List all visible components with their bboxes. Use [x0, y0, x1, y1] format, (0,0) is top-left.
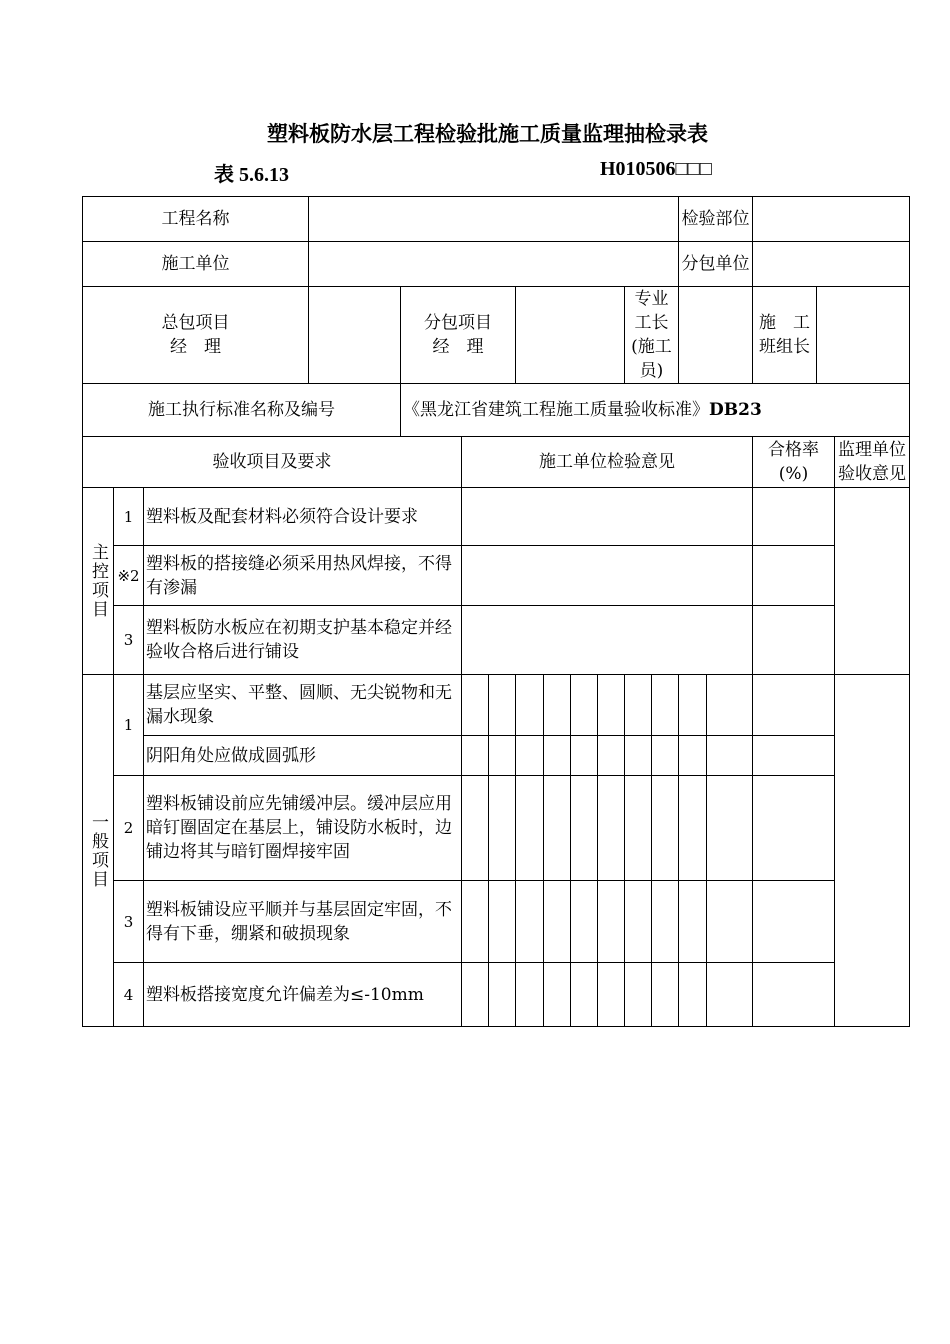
check-cell[interactable]: [598, 675, 625, 736]
general-item-text: 塑料板铺设前应先铺缓冲层。缓冲层应用暗钉圈固定在基层上，铺设防水板时，边铺边将其与暗钉圈焊接牢固: [144, 776, 462, 881]
check-cell[interactable]: [707, 675, 753, 736]
sub-pm-label: [401, 287, 516, 384]
form-title: 塑料板防水层工程检验批施工质量监理抽检录表: [267, 122, 708, 146]
inspection-form-table: [82, 196, 910, 1027]
gc-pm-label-line2: 经 理: [170, 337, 221, 357]
check-cell[interactable]: [679, 881, 707, 963]
check-cell[interactable]: [516, 776, 544, 881]
check-cell[interactable]: [544, 776, 571, 881]
standard-value: [401, 384, 910, 437]
check-cell[interactable]: [652, 881, 679, 963]
check-cell[interactable]: [462, 675, 489, 736]
check-cell[interactable]: [652, 675, 679, 736]
inspect-part-label: 检验部位: [679, 197, 753, 242]
construction-unit-label: 施工单位: [83, 242, 309, 287]
col-opinion-header: 施工单位检验意见: [462, 437, 753, 488]
inspect-part-field[interactable]: [753, 197, 910, 242]
check-cell[interactable]: [652, 736, 679, 776]
general-item-number: 2: [114, 776, 144, 881]
main-item-rate[interactable]: [753, 606, 835, 675]
row-column-headers: [83, 437, 910, 488]
check-cell[interactable]: [679, 675, 707, 736]
check-cell[interactable]: [489, 675, 516, 736]
main-item-rate[interactable]: [753, 546, 835, 606]
project-name-field[interactable]: [309, 197, 679, 242]
general-item-number: 4: [114, 963, 144, 1027]
main-control-row: [83, 606, 910, 675]
table-number: 表 5.6.13: [214, 164, 289, 186]
sub-pm-label-line1: 分包项目: [424, 313, 492, 333]
check-cell[interactable]: [679, 736, 707, 776]
main-control-row: [83, 488, 910, 546]
check-cell[interactable]: [625, 881, 652, 963]
check-cell[interactable]: [625, 776, 652, 881]
check-cell[interactable]: [516, 963, 544, 1027]
project-name-label: 工程名称: [83, 197, 309, 242]
check-cell[interactable]: [516, 736, 544, 776]
main-item-opinion[interactable]: [462, 546, 753, 606]
main-item-text: 塑料板的搭接缝必须采用热风焊接，不得有渗漏: [144, 546, 462, 606]
col-rate-header-line1: 合格率: [768, 440, 820, 460]
general-label: 一般项目: [83, 675, 114, 1027]
general-row: [83, 881, 910, 963]
general-item-text: 塑料板搭接宽度允许偏差为≤-10mm: [144, 963, 462, 1027]
col-rate-header-line2: (%): [778, 464, 809, 484]
check-cell[interactable]: [625, 963, 652, 1027]
check-cell[interactable]: [707, 736, 753, 776]
check-cell[interactable]: [571, 736, 598, 776]
check-cell[interactable]: [489, 963, 516, 1027]
check-cell[interactable]: [489, 736, 516, 776]
foreman-label: [625, 287, 679, 384]
sub-pm-label-line2: 经 理: [432, 337, 484, 357]
main-item-number: 1: [114, 488, 144, 546]
check-cell[interactable]: [652, 963, 679, 1027]
team-leader-field[interactable]: [817, 287, 910, 384]
row-managers: [83, 287, 910, 384]
check-cell[interactable]: [707, 881, 753, 963]
check-cell[interactable]: [544, 963, 571, 1027]
gc-pm-field[interactable]: [309, 287, 401, 384]
main-item-text: 塑料板防水板应在初期支护基本稳定并经验收合格后进行铺设: [144, 606, 462, 675]
foreman-label-line2: (施工员): [631, 337, 672, 381]
check-cell[interactable]: [598, 776, 625, 881]
sub-unit-field[interactable]: [753, 242, 910, 287]
check-cell[interactable]: [462, 881, 489, 963]
main-item-rate[interactable]: [753, 488, 835, 546]
main-item-number: ※2: [114, 546, 144, 606]
standard-label: 施工执行标准名称及编号: [83, 384, 401, 437]
check-cell[interactable]: [544, 881, 571, 963]
check-cell[interactable]: [544, 675, 571, 736]
main-item-text: 塑料板及配套材料必须符合设计要求: [144, 488, 462, 546]
general-item-number: 3: [114, 881, 144, 963]
check-cell[interactable]: [679, 776, 707, 881]
check-cell[interactable]: [571, 675, 598, 736]
check-cell[interactable]: [625, 675, 652, 736]
check-cell[interactable]: [652, 776, 679, 881]
row-project-name: [83, 197, 910, 242]
general-item-rate[interactable]: [753, 736, 835, 776]
general-item-rate[interactable]: [753, 675, 835, 736]
check-cell[interactable]: [462, 736, 489, 776]
general-row: [83, 963, 910, 1027]
check-cell[interactable]: [544, 736, 571, 776]
general-item-rate[interactable]: [753, 881, 835, 963]
check-cell[interactable]: [598, 736, 625, 776]
foreman-field[interactable]: [679, 287, 753, 384]
main-supervisor-opinion[interactable]: [835, 488, 910, 675]
col-supervisor-header-line1: 监理单位: [838, 440, 907, 460]
sub-pm-field[interactable]: [516, 287, 625, 384]
check-cell[interactable]: [571, 963, 598, 1027]
standard-name: 《黑龙江省建筑工程施工质量验收标准》: [403, 400, 709, 420]
gc-pm-label: [83, 287, 309, 384]
form-code: H010506□□□: [600, 158, 712, 180]
foreman-label-line1: 专业工长: [634, 289, 669, 333]
standard-code: DB23: [709, 400, 762, 420]
check-cell[interactable]: [571, 776, 598, 881]
check-cell[interactable]: [462, 776, 489, 881]
construction-unit-field[interactable]: [309, 242, 679, 287]
sub-unit-label: 分包单位: [679, 242, 753, 287]
team-leader-label-line2: 班组长: [759, 337, 811, 357]
main-item-opinion[interactable]: [462, 606, 753, 675]
team-leader-label: [753, 287, 817, 384]
main-control-row: [83, 546, 910, 606]
gc-pm-label-line1: 总包项目: [161, 313, 230, 333]
general-row: [83, 675, 910, 736]
check-cell[interactable]: [598, 881, 625, 963]
col-items-header: 验收项目及要求: [83, 437, 462, 488]
general-item-text: 阴阳角处应做成圆弧形: [144, 736, 462, 776]
general-row: [83, 776, 910, 881]
general-item-rate[interactable]: [753, 963, 835, 1027]
check-cell[interactable]: [625, 736, 652, 776]
general-item-number: 1: [114, 675, 144, 776]
general-item-text: 基层应坚实、平整、圆顺、无尖锐物和无漏水现象: [144, 675, 462, 736]
check-cell[interactable]: [707, 963, 753, 1027]
row-construction-unit: [83, 242, 910, 287]
general-supervisor-opinion[interactable]: [835, 675, 910, 1027]
col-supervisor-header: [835, 437, 910, 488]
team-leader-label-line1: 施 工: [759, 313, 811, 333]
check-cell[interactable]: [462, 963, 489, 1027]
check-cell[interactable]: [598, 963, 625, 1027]
check-cell[interactable]: [516, 675, 544, 736]
col-supervisor-header-line2: 验收意见: [838, 464, 907, 484]
col-rate-header: [753, 437, 835, 488]
check-cell[interactable]: [707, 776, 753, 881]
check-cell[interactable]: [489, 881, 516, 963]
check-cell[interactable]: [571, 881, 598, 963]
main-control-label: 主控项目: [83, 488, 114, 675]
general-item-rate[interactable]: [753, 776, 835, 881]
check-cell[interactable]: [489, 776, 516, 881]
general-item-text: 塑料板铺设应平顺并与基层固定牢固，不得有下垂，绷紧和破损现象: [144, 881, 462, 963]
main-item-opinion[interactable]: [462, 488, 753, 546]
check-cell[interactable]: [679, 963, 707, 1027]
main-item-number: 3: [114, 606, 144, 675]
check-cell[interactable]: [516, 881, 544, 963]
row-standard: [83, 384, 910, 437]
general-row: [83, 736, 910, 776]
